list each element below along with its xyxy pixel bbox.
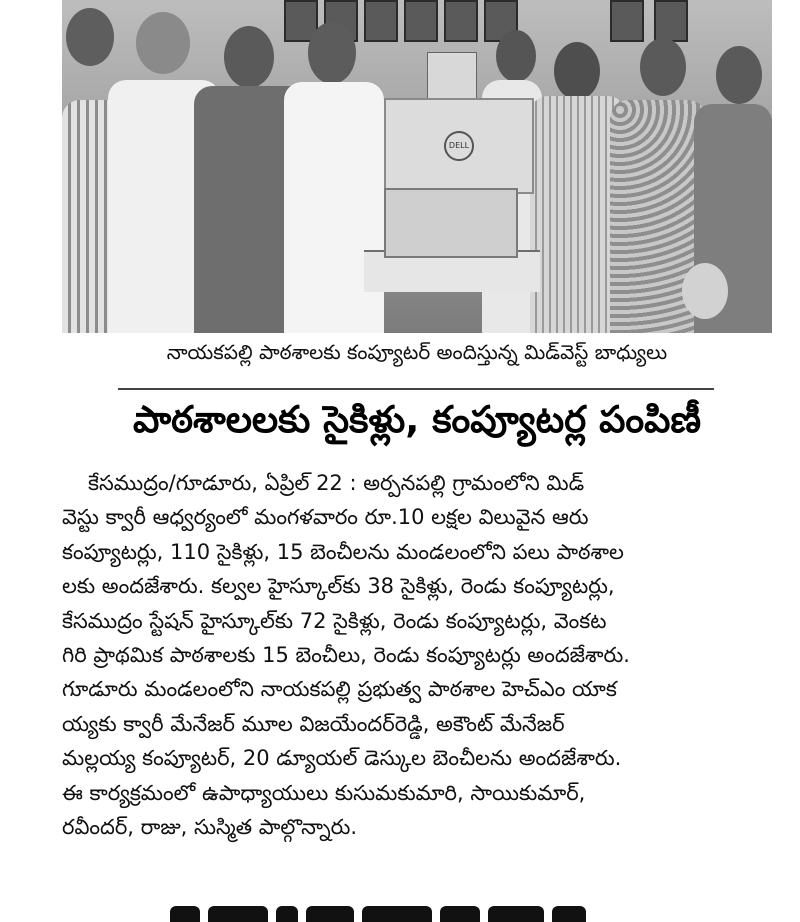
wall-portrait: [444, 0, 478, 42]
article-line: కంప్యూటర్లు, 110 సైకిళ్లు, 15 బెంచీలను మండలంలోని పలు పాఠశాల: [62, 539, 624, 564]
photo-caption: నాయకపల్లి పాఠశాలకు కంప్యూటర్ అందిస్తున్న మిడ్‌వెస్ట్ బాధ్యులు: [166, 340, 668, 364]
article-line: లకు అందజేశారు. కల్వల హైస్కూల్‌కు 38 సైకిళ్లు, రెండు కంప్యూటర్లు,: [62, 574, 615, 599]
divider: [118, 388, 714, 390]
article-line: గూడూరు మండలంలోని నాయకపల్లి ప్రభుత్వ పాఠశాల హెచ్ఎం యాక: [62, 677, 617, 702]
article-line: ఈ కార్యక్రమంలో ఉపాధ్యాయులు కుసుమకుమారి, సాయికుమార్,: [62, 780, 586, 805]
article-line: రవీందర్, రాజు, సుస్మిత పాల్గొన్నారు.: [62, 815, 358, 840]
article-line: వెస్టు క్వారీ ఆధ్వర్యంలో మంగళవారం రూ.10 లక్షల విలువైన ఆరు: [62, 505, 589, 530]
article-line: కేసముద్రం/గూడూరు, ఏప్రిల్ 22 : అర్పనపల్లి గ్రామంలోని మిడ్: [88, 471, 585, 495]
headline: పాఠశాలలకు సైకిళ్లు, కంప్యూటర్ల పంపిణీ: [132, 398, 702, 441]
article-line: కేసముద్రం స్టేషన్ హైస్కూల్‌కు 72 సైకిళ్లు, రెండు కంప్యూటర్లు, వెంకట: [62, 608, 607, 633]
laptop: [384, 98, 534, 194]
wall-calendar: [427, 52, 477, 102]
dell-logo: DELL: [444, 131, 474, 161]
article-body: [62, 466, 776, 844]
computer-box: [384, 188, 518, 258]
article-line: మల్లయ్య కంప్యూటర్, 20 డ్యూయల్ డెస్కుల బెంచీలను అందజేశారు.: [62, 746, 622, 771]
wall-portrait: [404, 0, 438, 42]
article-line: గిరి ప్రాథమిక పాఠశాలకు 15 బెంచీలు, రెండు కంప్యూటర్లు అందజేశారు.: [62, 643, 630, 668]
child: [676, 263, 734, 333]
news-photo: [62, 0, 772, 333]
article-line: య్యకు క్వారీ మేనేజర్ మూల విజయేందర్‌రెడ్డి, అకౌంట్ మేనేజర్: [62, 711, 565, 736]
next-headline-cropped: [170, 906, 640, 922]
